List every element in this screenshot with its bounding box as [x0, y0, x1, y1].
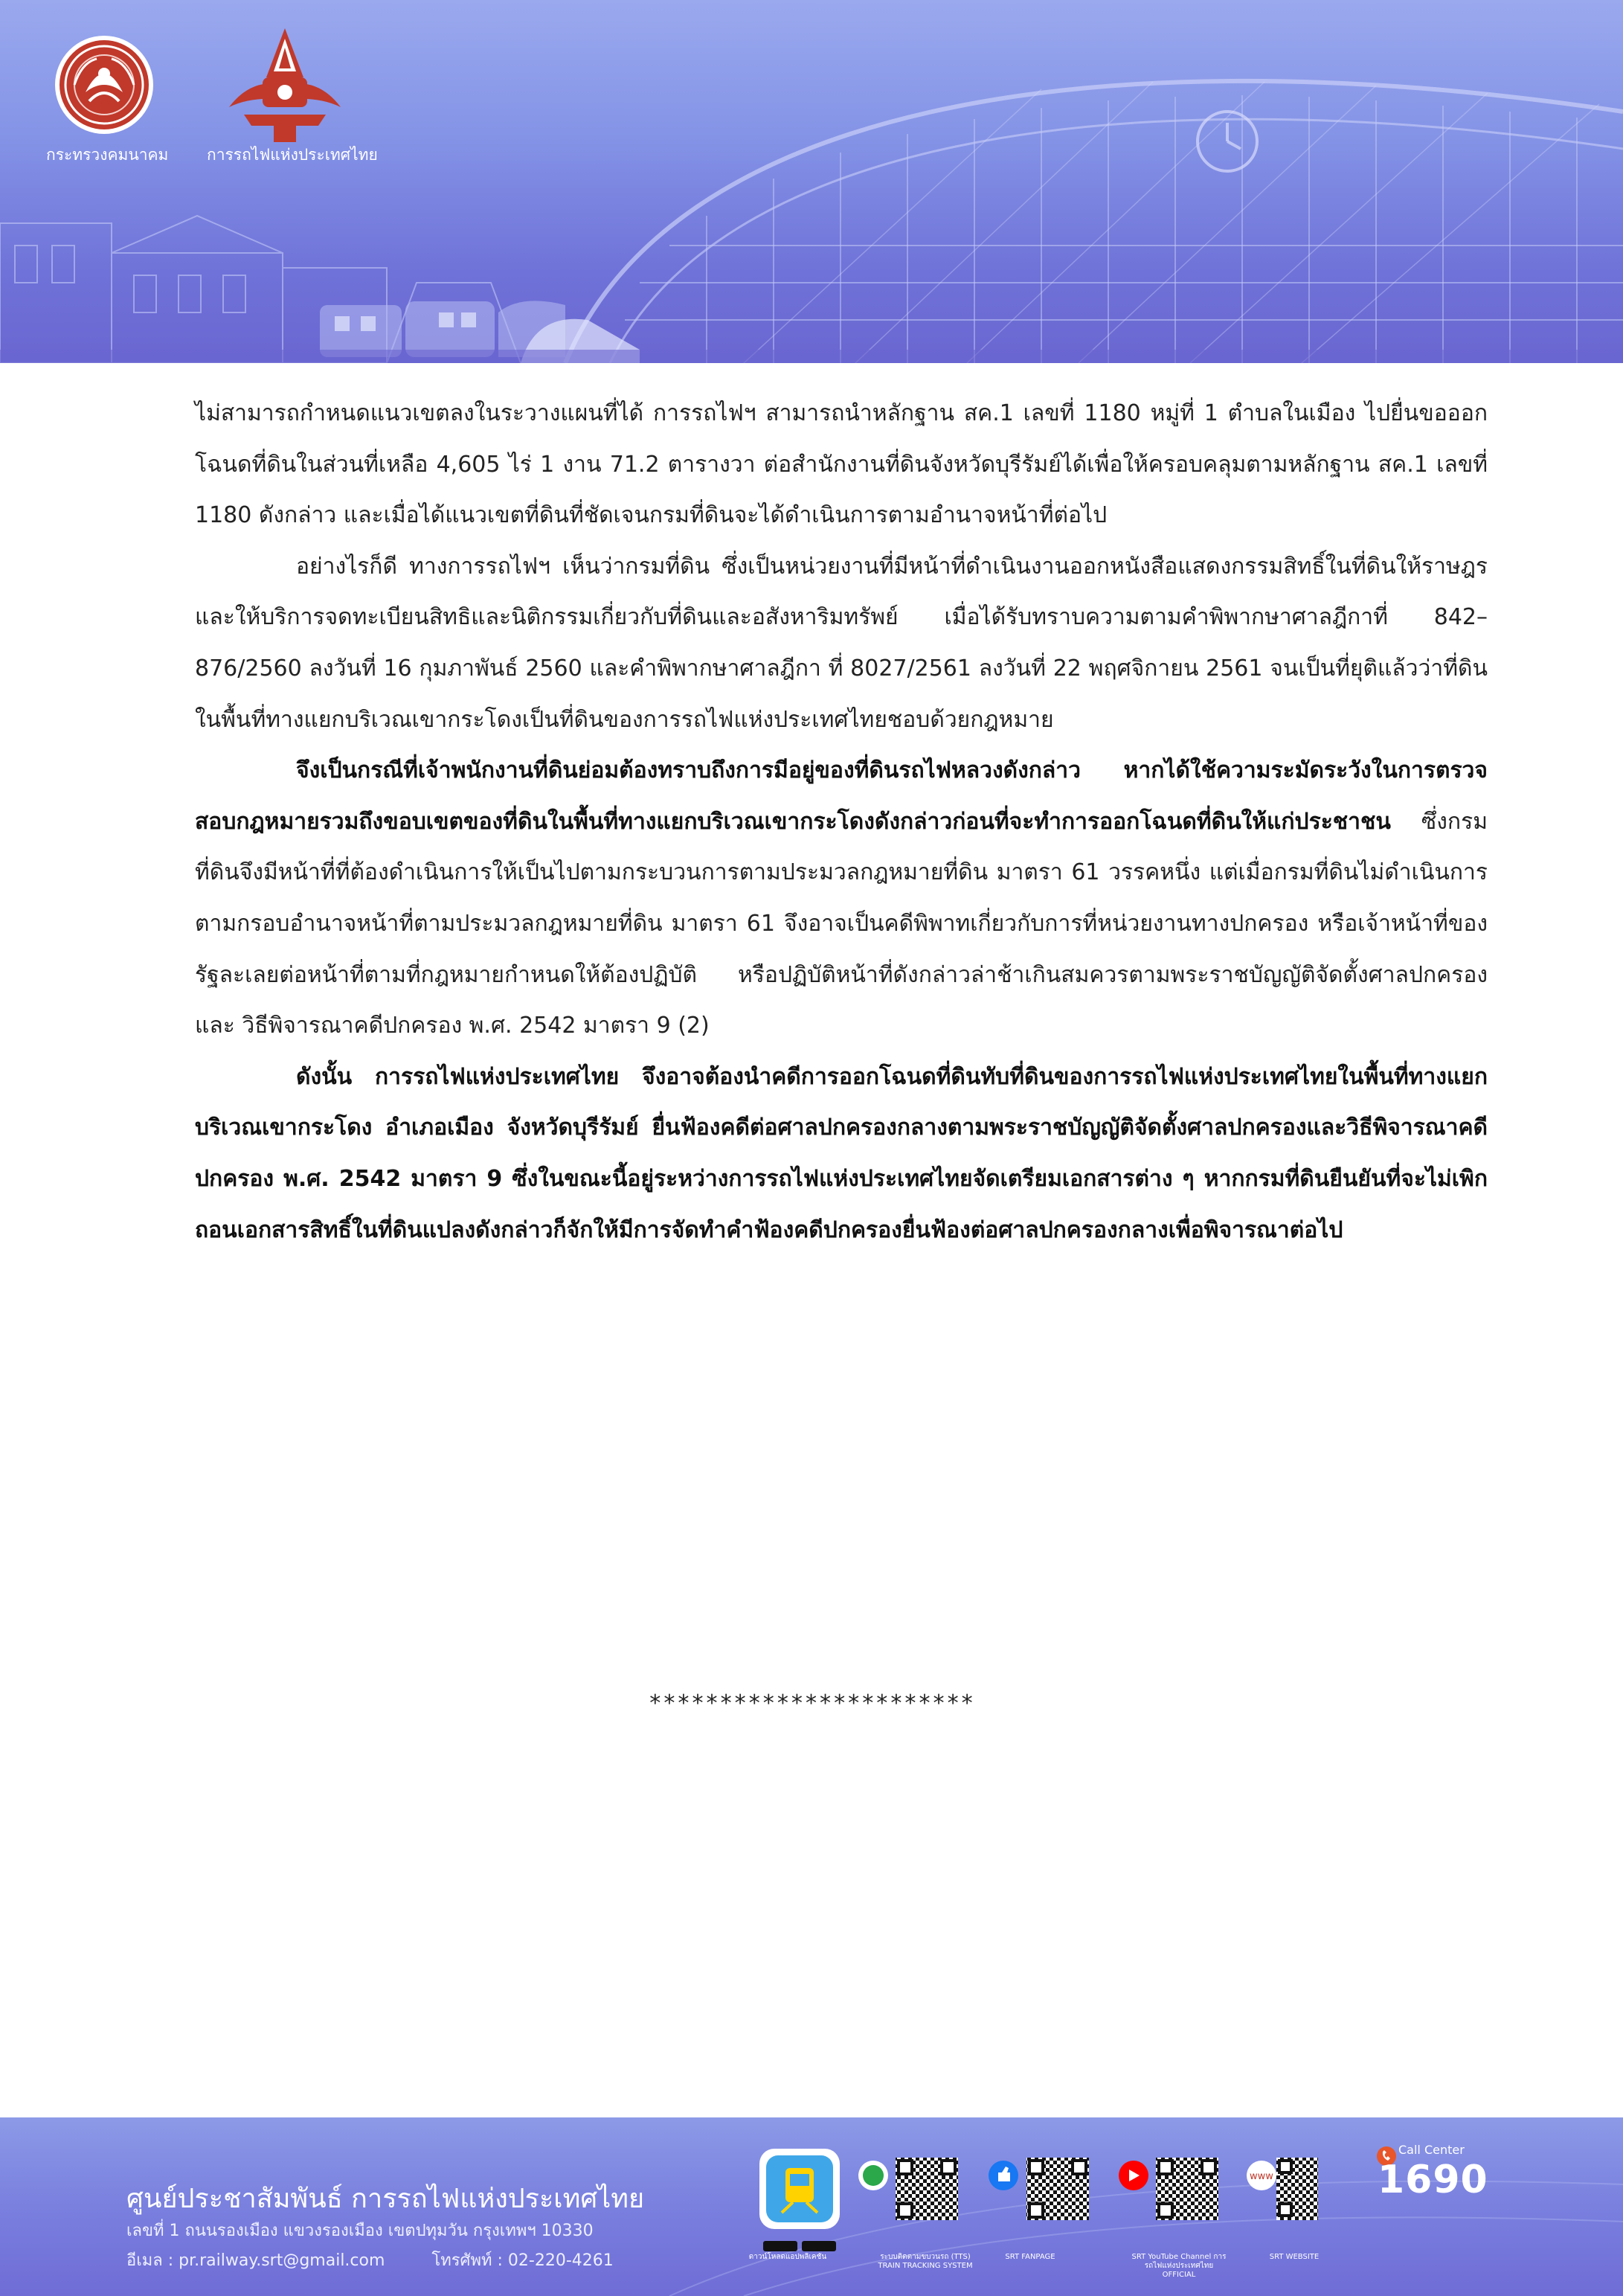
- srt-logo-icon: [222, 25, 348, 144]
- footer-address: เลขที่ 1 ถนนรองเมือง แขวงรองเมือง เขตปทุมวัน กรุงเทพฯ 10330: [126, 2222, 594, 2240]
- qr-caption-fanpage: SRT FANPAGE: [1005, 2253, 1055, 2261]
- footer-contact: [126, 2247, 655, 2273]
- qr-caption-app: ดาวน์โหลดแอปพลิเคชัน: [748, 2253, 827, 2261]
- qr-website[interactable]: [1247, 2158, 1318, 2220]
- footer-phone[interactable]: โทรศัพท์ : 02-220-4261: [431, 2251, 614, 2270]
- call-center-number[interactable]: 1690: [1378, 2158, 1488, 2202]
- qr-caption-tts: ระบบติดตามขบวนรถ (TTS) TRAIN TRACKING SYSTEM: [878, 2253, 973, 2270]
- document-body: [195, 388, 1488, 1256]
- paragraph-4: [195, 1052, 1488, 1256]
- paragraph-3-bold: จึงเป็นกรณีที่เจ้าพนักงานที่ดินย่อมต้องทราบถึงการมีอยู่ของที่ดินรถไฟหลวงดังกล่าว หากได้ใช้ความระมัดระวังในการตรวจสอบกฎหมายรวมถึงขอบเขตของที่ดินในพื้นที่ทางแยกบริเวณเขากระโดงดังกล่าวก่อนที่จะทำการออกโฉนดที่ดินให้แก่ประชาชน: [195, 757, 1488, 835]
- paragraph-4-bold: ดังนั้น การรถไฟแห่งประเทศไทย จึงอาจต้องนำคดีการออกโฉนดที่ดินทับที่ดินของการรถไฟแห่งประเทศไทยในพื้นที่ทางแยกบริเวณเขากระโดง อำเภอเมือง จังหวัดบุรีรัมย์ ยื่นฟ้องคดีต่อศาลปกครองกลางตามพระราชบัญญัติจัดตั้งศาลปกครองและวิธีพิจารณาคดีปกครอง พ.ศ. 2542 มาตรา 9 ซึ่งในขณะนี้อยู่ระหว่างการรถไฟแห่งประเทศไทยจัดเตรียมเอกสารต่าง ๆ หากกรมที่ดินยืนยันที่จะไม่เพิกถอนเอกสารสิทธิ์ในที่ดินแปลงดังกล่าวก็จักให้มีการจัดทำคำฟ้องคดีปกครองยื่นฟ้องต่อศาลปกครองกลางเพื่อพิจารณาต่อไป: [195, 1063, 1488, 1243]
- end-of-document-mark: ***********************: [648, 1690, 975, 1716]
- srt-app-icon[interactable]: [759, 2149, 840, 2251]
- svg-text:www: www: [1250, 2171, 1273, 2182]
- org-label-srt: การรถไฟแห่งประเทศไทย: [207, 146, 378, 164]
- qr-caption-website: SRT WEBSITE: [1269, 2253, 1320, 2261]
- paragraph-2: อย่างไรก็ดี ทางการรถไฟฯ เห็นว่ากรมที่ดิน ซึ่งเป็นหน่วยงานที่มีหน้าที่ดำเนินงานออกหนังสือแสดงกรรมสิทธิ์ในที่ดินให้ราษฎรและให้บริการจดทะเบียนสิทธิและนิติกรรมเกี่ยวกับที่ดินและอสังหาริมทรัพย์ เมื่อได้รับทราบความตามคำพิพากษาศาลฎีกาที่ 842–876/2560 ลงวันที่ 16 กุมภาพันธ์ 2560 และคำพิพากษาศาลฎีกา ที่ 8027/2561 ลงวันที่ 22 พฤศจิกายน 2561 จนเป็นที่ยุติแล้วว่าที่ดินในพื้นที่ทางแยกบริเวณเขากระโดงเป็นที่ดินของการรถไฟแห่งประเทศไทยชอบด้วยกฎหมาย: [195, 553, 1488, 733]
- ministry-transport-seal-icon: [52, 33, 156, 137]
- footer-title: ศูนย์ประชาสัมพันธ์ การรถไฟแห่งประเทศไทย: [126, 2184, 645, 2214]
- header-banner: [0, 0, 1623, 363]
- qr-youtube[interactable]: [1119, 2158, 1218, 2220]
- qr-fanpage[interactable]: [989, 2158, 1089, 2220]
- qr-code-strip: [756, 2146, 1321, 2295]
- call-center-label: Call Center: [1398, 2143, 1465, 2157]
- org-label-ministry: กระทรวงคมนาคม: [46, 146, 169, 164]
- qr-caption-youtube: SRT YouTube Channel การรถไฟแห่งประเทศไทย OFFICIAL: [1131, 2253, 1227, 2279]
- footer-email[interactable]: อีเมล : pr.railway.srt@gmail.com: [126, 2251, 385, 2270]
- qr-tts[interactable]: [858, 2158, 958, 2220]
- paragraph-1: ไม่สามารถกำหนดแนวเขตลงในระวางแผนที่ได้ การรถไฟฯ สามารถนำหลักฐาน สค.1 เลขที่ 1180 หมู่ที่ 1 ตำบลในเมือง ไปยื่นขอออกโฉนดที่ดินในส่วนที่เหลือ 4,605 ไร่ 1 งาน 71.2 ตารางวา ต่อสำนักงานที่ดินจังหวัดบุรีรัมย์ได้เพื่อให้ครอบคลุมตามหลักฐาน สค.1 เลขที่ 1180 ดังกล่าว และเมื่อได้แนวเขตที่ดินที่ชัดเจนกรมที่ดินจะได้ดำเนินการตามอำนาจหน้าที่ต่อไป: [195, 400, 1488, 529]
- paragraph-3-rest: ซึ่งกรมที่ดินจึงมีหน้าที่ที่ต้องดำเนินการให้เป็นไปตามกระบวนการตามประมวลกฎหมายที่ดิน มาตรา 61 วรรคหนึ่ง แต่เมื่อกรมที่ดินไม่ดำเนินการตามกรอบอำนาจหน้าที่ตามประมวลกฎหมายที่ดิน มาตรา 61 จึงอาจเป็นคดีพิพาทเกี่ยวกับการที่หน่วยงานทางปกครอง หรือเจ้าหน้าที่ของรัฐละเลยต่อหน้าที่ตามที่กฎหมายกำหนดให้ต้องปฏิบัติ หรือปฏิบัติหน้าที่ดังกล่าวล่าช้าเกินสมควรตามพระราชบัญญัติจัดตั้งศาลปกครองและ วิธีพิจารณาคดีปกครอง พ.ศ. 2542 มาตรา 9 (2): [195, 808, 1488, 1039]
- paragraph-3: [195, 745, 1488, 1052]
